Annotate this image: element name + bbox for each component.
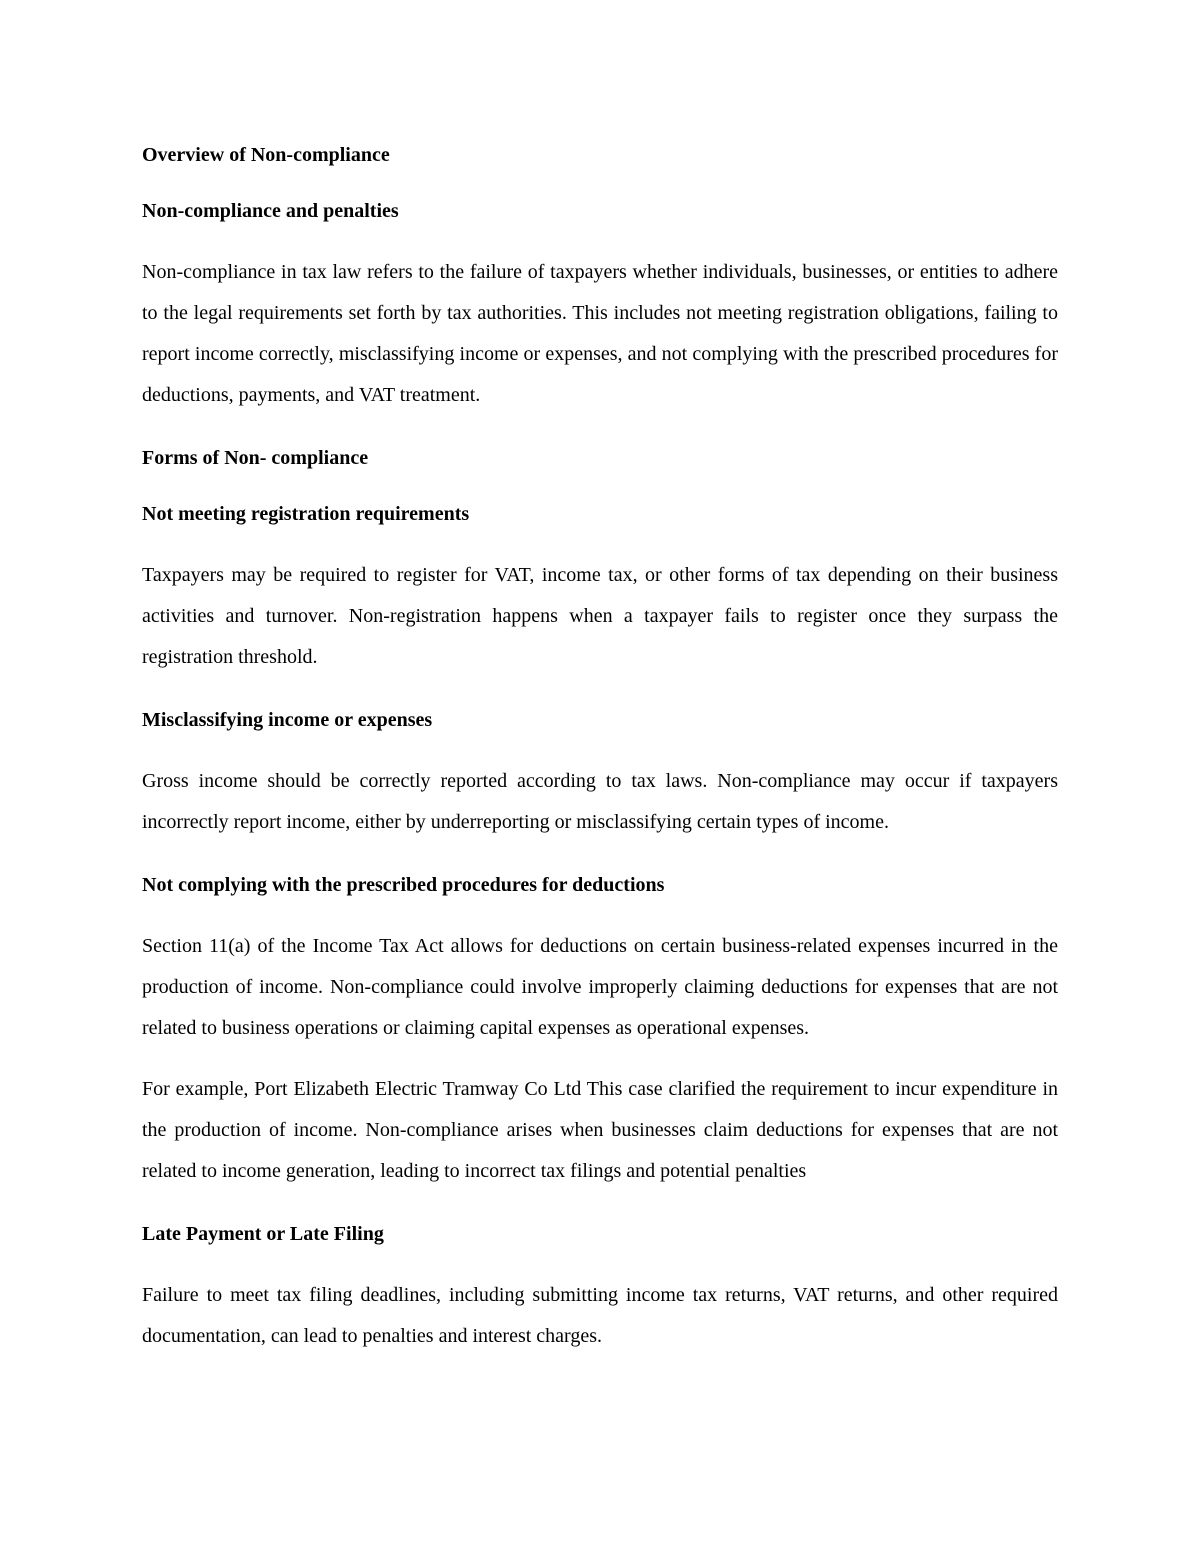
paragraph-registration: Taxpayers may be required to register for VAT, income tax, or other forms of tax depending on their business activities and turnover. Non-registration happens when a taxpayer fails to register once they surpass the registration threshold. bbox=[142, 564, 1058, 668]
section-heading-late-payment: Late Payment or Late Filing bbox=[142, 1223, 384, 1245]
document-title: Overview of Non-compliance bbox=[142, 144, 390, 166]
paragraph-misclassifying: Gross income should be correctly reported according to tax laws. Non-compliance may occur if taxpayers incorrectly report income, either by underreporting or misclassifying certain types of income. bbox=[142, 770, 1058, 833]
section-heading-misclassifying: Misclassifying income or expenses bbox=[142, 709, 433, 731]
paragraph-deductions-section-11a: Section 11(a) of the Income Tax Act allows for deductions on certain business-related expenses incurred in the production of income. Non-compliance could involve improperly claiming deductions for expenses that are not related to business operations or claiming capital expenses as operational expenses. bbox=[142, 935, 1058, 1039]
paragraph-non-compliance-definition: Non-compliance in tax law refers to the failure of taxpayers whether individuals, businesses, or entities to adhere to the legal requirements set forth by tax authorities. This includes not meeting registration obligations, failing to report income correctly, misclassifying income or expenses, and not complying with the prescribed procedures for deductions, payments, and VAT treatment. bbox=[142, 261, 1058, 406]
section-heading-non-compliance-and-penalties: Non-compliance and penalties bbox=[142, 200, 399, 222]
section-heading-registration: Not meeting registration requirements bbox=[142, 503, 470, 525]
document-page bbox=[142, 140, 1058, 1377]
section-heading-forms-of-non-compliance: Forms of Non- compliance bbox=[142, 447, 369, 469]
paragraph-deductions-example: For example, Port Elizabeth Electric Tramway Co Ltd This case clarified the requirement to incur expenditure in the production of income. Non-compliance arises when businesses claim deductions for expenses that are not related to income generation, leading to incorrect tax filings and potential penalties bbox=[142, 1078, 1058, 1182]
section-heading-deductions: Not complying with the prescribed procedures for deductions bbox=[142, 874, 665, 896]
paragraph-late-payment: Failure to meet tax filing deadlines, including submitting income tax returns, VAT returns, and other required documentation, can lead to penalties and interest charges. bbox=[142, 1284, 1058, 1347]
